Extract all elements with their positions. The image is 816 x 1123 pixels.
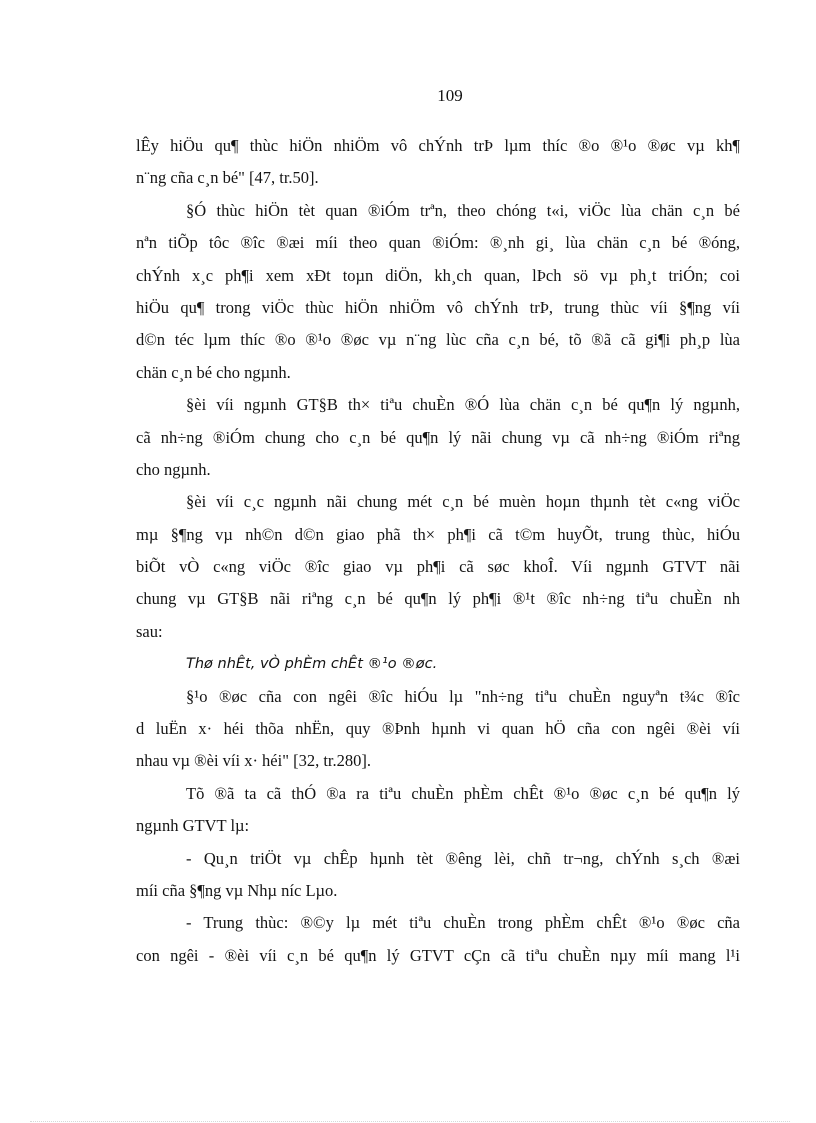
text-line: chÝnh x¸c ph¶i xem xÐt toµn diÖn, kh¸ch quan, lÞch sö vµ ph¸t triÓn; coi — [136, 265, 740, 285]
page-bottom-divider — [30, 1121, 790, 1122]
text-line: cã nh÷ng ®iÓm chung cho c¸n bé qu¶n lý nãi chung vµ cã nh÷ng ®iÓm riªng — [136, 427, 740, 447]
text-line: - Trung thùc: ®©y lµ mét tiªu chuÈn trong phÈm chÊt ®¹o ®øc cña — [186, 913, 740, 933]
text-line: míi cña §¶ng vµ Nhµ níc Lµo. — [136, 880, 338, 900]
text-line: lÊy hiÖu qu¶ thùc hiÖn nhiÖm vô chÝnh trÞ lµm thíc ®o ®¹o ®øc vµ kh¶ — [136, 136, 740, 155]
text-line: chän c¸n bé cho ngµnh. — [136, 362, 291, 382]
text-line: §Ó thùc hiÖn tèt quan ®iÓm trªn, theo chóng t«i, viÖc lùa chän c¸n bé — [186, 200, 740, 220]
body-text — [136, 130, 740, 972]
text-line: hiÖu qu¶ trong viÖc thùc hiÖn nhiÖm vô chÝnh trÞ, trung thùc víi §¶ng víi — [136, 297, 740, 317]
text-line: nªn tiÕp tôc ®îc ®æi míi theo quan ®iÓm: ®¸nh gi¸ lùa chän c¸n bé ®óng, — [136, 233, 740, 253]
section-heading: Thø nhÊt, vÒ phÈm chÊt ®¹o ®øc. — [186, 656, 438, 673]
text-line: sau: — [136, 621, 163, 641]
text-line: §¹o ®øc cña con ngêi ®îc hiÓu lµ "nh÷ng tiªu chuÈn nguyªn t¾c ®îc — [186, 686, 740, 706]
text-line: d©n téc lµm thíc ®o ®¹o ®øc vµ n¨ng lùc cña c¸n bé, tõ ®ã cã gi¶i ph¸p lùa — [136, 330, 740, 350]
text-line: cho ngµnh. — [136, 459, 211, 479]
text-line: §èi víi ngµnh GT§B th× tiªu chuÈn ®Ó lùa chän c¸n bé qu¶n lý ngµnh, — [186, 395, 740, 415]
page-number: 109 — [437, 86, 463, 105]
text-line: d luËn x· héi thõa nhËn, quy ®Þnh hµnh vi quan hÖ cña con ngêi ®èi víi — [136, 719, 740, 739]
text-line: mµ §¶ng vµ nh©n d©n giao phã th× ph¶i cã t©m huyÕt, trung thùc, hiÓu — [136, 524, 740, 544]
text-line: nhau vµ ®èi víi x· héi" [32, tr.280]. — [136, 751, 371, 771]
text-line: §èi víi c¸c ngµnh nãi chung mét c¸n bé muèn hoµn thµnh tèt c«ng viÖc — [186, 492, 740, 512]
text-line: - Qu¸n triÖt vµ chÊp hµnh tèt ®êng lèi, chñ tr¬ng, chÝnh s¸ch ®æi — [186, 848, 740, 868]
text-line: biÕt vÒ c«ng viÖc ®îc giao vµ ph¶i cã søc khoÎ. Víi ngµnh GTVT nãi — [136, 557, 740, 577]
text-line: con ngêi - ®èi víi c¸n bé qu¶n lý GTVT cÇn cã tiªu chuÈn nµy míi mang l¹i — [136, 945, 740, 965]
text-line: Tõ ®ã ta cã thÓ ®a ra tiªu chuÈn phÈm chÊt ®¹o ®øc c¸n bé qu¶n lý — [186, 783, 740, 803]
text-line: n¨ng cña c¸n bé" [47, tr.50]. — [136, 168, 319, 188]
text-line: chung vµ GT§B nãi riªng c¸n bé qu¶n lý ph¶i ®¹t ®îc nh÷ng tiªu chuÈn nh — [136, 589, 740, 609]
text-line: ngµnh GTVT lµ: — [136, 816, 250, 836]
